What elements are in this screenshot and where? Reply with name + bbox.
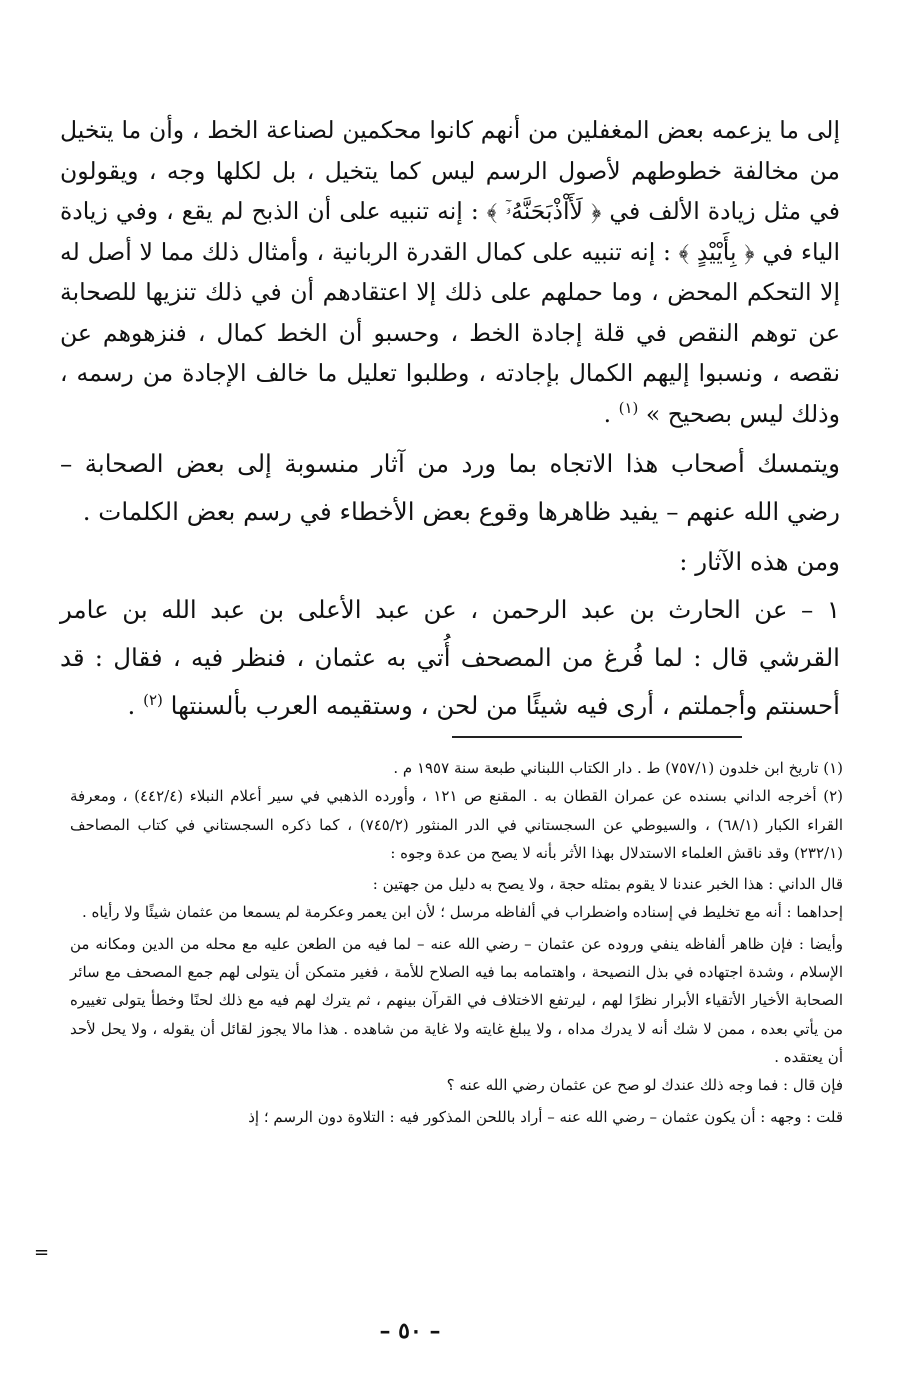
- main-paragraph-3: ومن هذه الآثار :: [679, 547, 840, 576]
- continuation-mark: =: [34, 1242, 50, 1263]
- footnote-1: (١) تاريخ ابن خلدون (٧٥٧/١) ط . دار الكتاب اللبناني طبعة سنة ١٩٥٧ م .: [393, 759, 843, 777]
- footnote-2-dani-statement: قال الداني : هذا الخبر عندنا لا يقوم بمثله حجة ، ولا يصح به دليل من جهتين :: [372, 875, 843, 894]
- footnotes-block: [70, 754, 843, 1131]
- footnote-2: (٢) أخرجه الداني بسنده عن عمران القطان به . المقنع ص ١٢١ ، وأورده الذهبي في سير أعلام النبلاء (٤٤٢/٤) ، ومعرفة القراء الكبار (٦٨/١) ، والسيوطي عن السجستاني في الدر المنثور (٧٤٥/٢) ، كما ذكره السجستاني في كتاب المصاحف (٢٣٢/١) وقد ناقش العلماء الاستدلال بهذا الأثر بأنه لا يصح من عدة وجوه :: [70, 787, 844, 862]
- footnote-2-first-reason: إحداهما : أنه مع تخليط في إسناده واضطراب في ألفاظه مرسل ؛ لأن ابن يعمر وعكرمة لم يسمعا من عثمان شيئًا ولا رأياه .: [81, 903, 843, 922]
- footnote-2-second-reason: وأيضا : فإن ظاهر ألفاظه ينفي وروده عن عثمان – رضي الله عنه – لما فيه من الطعن عليه مع محله من الدين ومكانه من الإسلام ، وشدة اجتهاده في بذل النصيحة ، واهتمامه بما فيه الصلاح للأمة ، فغير متمكن أن يتولى لهم جمع المصحف مع سائر الصحابة الأخيار الأتقياء الأبرار نظرًا لهم ، ليرتفع الاختلاف في القرآن بينهم ، ثم يترك لهم فيه مع ذلك لحنًا وخطأ يتولى تغييره من يأتي بعده ، ممن لا شك أنه لا يدرك مداه ، ولا يبلغ غايته ولا غاية من شاهده . هذا مالا يجوز لقائل أن يقوله ، ولا يحل لأحد أن يعتقده .: [70, 934, 843, 1066]
- main-paragraph-2: ويتمسك أصحاب هذا الاتجاه بما ورد من آثار منسوبة إلى بعض الصحابة – رضي الله عنهم – يفيد ظاهرها وقوع بعض الأخطاء في رسم بعض الكلمات .: [60, 449, 840, 526]
- page-number: – ٥٠ –: [379, 1318, 441, 1344]
- main-paragraph-4: ١ – عن الحارث بن عبد الرحمن ، عن عبد الأعلى بن عبد الله بن عامر القرشي قال : لما فُرغ من المصحف أُتي به عثمان ، فنظر فيه ، فقال : قد أحسنتم وأجملتم ، أرى فيه شيئًا من لحن ، وستقيمه العرب بألسنتها $^{(٢)}$ .: [60, 595, 840, 720]
- footnote-separator-line: [452, 736, 742, 738]
- footnote-2-question: فإن قال : فما وجه ذلك عندك لو صح عن عثمان رضي الله عنه ؟: [446, 1076, 843, 1095]
- main-text-block: [60, 110, 840, 730]
- footnote-2-answer: قلت : وجهه : أن يكون عثمان – رضي الله عنه – أراد باللحن المذكور فيه : التلاوة دون الرسم ؛ إذ: [248, 1107, 843, 1126]
- footnote-reference-2: (٢): [143, 690, 163, 709]
- footnote-reference-1: (١): [618, 398, 639, 417]
- main-paragraph-1: إلى ما يزعمه بعض المغفلين من أنهم كانوا محكمين لصناعة الخط ، وأن ما يتخيل من مخالفة خطوطهم لأصول الرسم ليس كما يتخيل ، بل لكلها وجه ، ويقولون في مثل زيادة الألف في ﴿ لَأَاْذْبَحَنَّهُۥٓ ﴾ : إنه تنبيه على أن الذبح لم يقع ، وفي زيادة الياء في ﴿ بِأَيْيْدٍ ﴾ : إنه تنبيه على كمال القدرة الربانية ، وأمثال ذلك مما لا أصل له إلا التحكم المحض ، وما حملهم على ذلك إلا اعتقادهم أن في ذلك تنزيها للصحابة عن توهم النقص في قلة إجادة الخط ، وحسبو أن الخط كمال ، فنزهوهم عن نقصه ، ونسبوا إليهم الكمال بإجادته ، وطلبوا تعليل ما خالف الإجادة من رسمه ، وذلك ليس بصحيح » $^{(١)}$ .: [60, 116, 840, 428]
